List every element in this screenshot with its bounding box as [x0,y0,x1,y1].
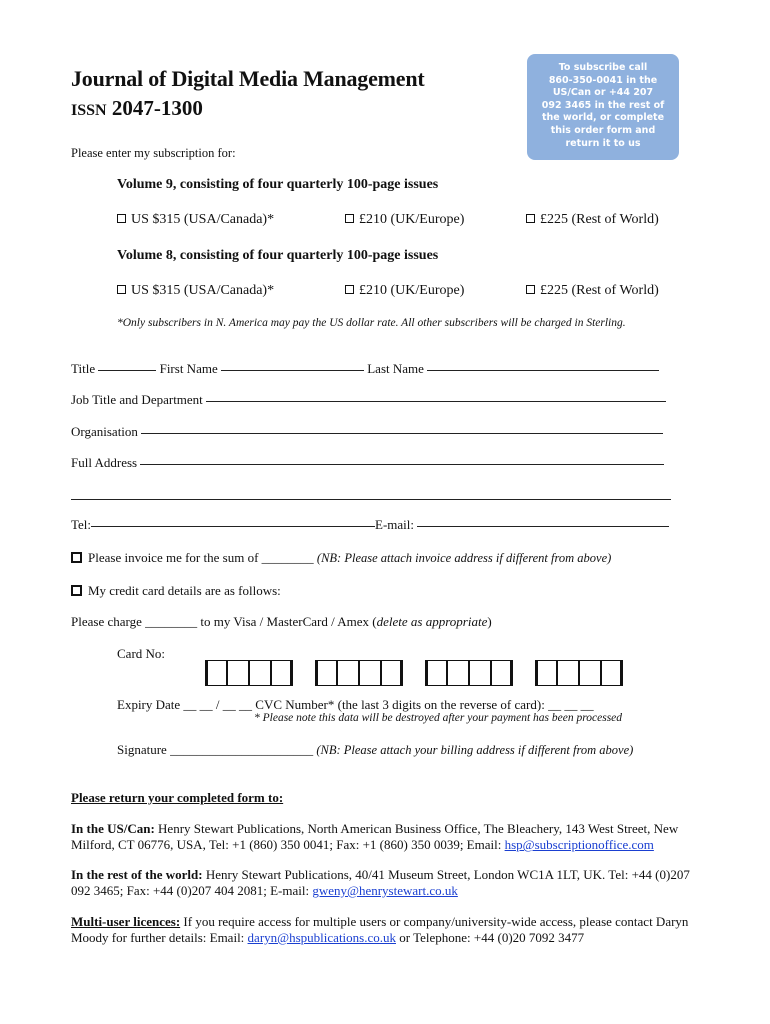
option-label: US $315 (USA/Canada)* [131,212,275,227]
option-label: £225 (Rest of World) [540,212,659,227]
multi-user [71,914,711,946]
card-digit-box[interactable] [227,660,249,686]
v8-row-option[interactable] [526,283,659,299]
journal-title: Journal of Digital Media Management [71,66,425,91]
us-text: Henry Stewart Publications, North American Business Office, The Bleachery, 143 West Street, New Milford, CT 06776, USA, Tel: +1 (860) 350 0041; Fax: +1 (860) 350 0039; Email: [71,821,679,852]
us-label: In the US/Can: [71,821,155,836]
checkbox[interactable] [345,214,354,223]
organisation-field[interactable] [141,432,663,434]
subscribe-callout [527,54,679,160]
volume-9-heading: Volume 9, consisting of four quarterly 100-page issues [117,177,439,192]
data-destroyed-note: * Please note this data will be destroyed after your payment has been processed [254,712,623,724]
callout-line: To subscribe call [558,62,648,73]
card-digit-box[interactable] [447,660,469,686]
card-digit-group [315,660,403,687]
card-digit-box[interactable] [491,660,513,686]
charge-prefix: Please charge ________ to my Visa / MasterCard / Amex ( [71,614,377,629]
card-digit-group [535,660,623,687]
us-email-link[interactable]: hsp@subscriptionoffice.com [504,837,654,852]
row-text: Henry Stewart Publications, 40/41 Museum Street, London WC1A 1LT, UK. Tel: +44 (0)207 092 3465; Fax: +44 (0)207 404 2081; E-mail: [71,867,690,898]
row-email-link[interactable]: gweny@henrystewart.co.uk [312,883,458,898]
name-row [71,361,671,377]
last-name-field[interactable] [427,369,659,371]
issn-label: ISSN [71,102,107,119]
checkbox[interactable] [117,285,126,294]
charge-row [71,614,492,630]
card-digit-group [425,660,513,687]
full-address-field[interactable] [140,463,664,465]
v9-row-option[interactable] [526,212,659,228]
signature-field[interactable]: Signature ______________________ [117,742,314,757]
row-label: In the rest of the world: [71,867,203,882]
charge-italic: delete as appropriate [376,614,488,629]
full-address-label: Full Address [71,455,138,470]
organisation-label: Organisation [71,424,138,439]
checkbox[interactable] [526,214,535,223]
intro-text: Please enter my subscription for: [71,146,236,160]
card-digit-box[interactable] [601,660,623,686]
card-digit-box[interactable] [205,660,227,686]
checkbox[interactable] [345,285,354,294]
v9-usd-option[interactable] [117,212,274,228]
card-digit-group [205,660,293,687]
charge-suffix: ) [487,614,492,629]
us-address [71,821,711,853]
tel-label: Tel: [71,517,92,532]
card-digit-box[interactable] [337,660,359,686]
credit-card-label: My credit card details are as follows: [88,583,281,598]
signature-row [117,742,633,758]
card-digit-box[interactable] [579,660,601,686]
organisation-row [71,424,663,440]
first-name-label: First Name [159,361,218,376]
issn-number: 2047-1300 [111,96,203,120]
signature-note: (NB: Please attach your billing address if different from above) [316,743,634,757]
multi-text: If you require access for multiple users or company/university-wide access, please contact Daryn Moody for further details: Email: [71,914,689,945]
invoice-option[interactable] [71,550,611,566]
card-digit-box[interactable] [535,660,557,686]
v9-uk-option[interactable] [345,212,464,228]
invoice-label: Please invoice me for the sum of ________ [88,550,314,565]
expiry-cvc-row[interactable]: Expiry Date __ __ / __ __ CVC Number* (the last 3 digits on the reverse of card): __ __ __ [117,697,594,712]
card-digit-box[interactable] [381,660,403,686]
multi-label: Multi-user licences: [71,914,181,929]
callout-line: US/Can or +44 207 [552,87,654,99]
dollar-rate-note: *Only subscribers in N. America may pay the US dollar rate. All other subscribers will be charged in Sterling. [117,317,626,329]
address-row [71,455,664,471]
callout-line: 860-350-0041 in the [548,74,658,86]
option-label: US $315 (USA/Canada)* [131,283,275,298]
card-digit-box[interactable] [557,660,579,686]
v8-uk-option[interactable] [345,283,464,299]
contact-row [71,517,669,533]
email-label: E-mail: [375,517,415,532]
callout-line: return it to us [565,137,641,149]
return-heading: Please return your completed form to: [71,790,284,805]
card-digit-box[interactable] [359,660,381,686]
v8-usd-option[interactable] [117,283,274,299]
volume-8-heading: Volume 8, consisting of four quarterly 100-page issues [117,248,439,263]
job-row [71,392,666,408]
checkbox[interactable] [117,214,126,223]
issn [71,96,203,121]
option-label: £210 (UK/Europe) [359,212,465,227]
card-no-label: Card No: [117,646,166,661]
card-digit-box[interactable] [271,660,293,686]
title-label: Title [71,361,96,376]
multi-email-link[interactable]: daryn@hspublications.co.uk [247,930,396,945]
card-digit-box[interactable] [469,660,491,686]
card-digit-box[interactable] [425,660,447,686]
row-address [71,867,711,899]
credit-card-checkbox[interactable] [71,585,82,596]
checkbox[interactable] [526,285,535,294]
option-label: £210 (UK/Europe) [359,283,465,298]
first-name-field[interactable] [221,369,364,371]
multi-tail: or Telephone: +44 (0)20 7092 3477 [396,930,585,945]
card-digit-box[interactable] [249,660,271,686]
invoice-checkbox[interactable] [71,552,82,563]
email-field[interactable] [417,525,669,527]
callout-line: the world, or complete [541,112,665,124]
last-name-label: Last Name [367,361,424,376]
callout-line: this order form and [550,124,656,136]
job-title-label: Job Title and Department [71,392,203,407]
credit-card-option[interactable] [71,583,281,599]
address-line-2[interactable] [71,498,671,500]
job-title-field[interactable] [206,400,666,402]
invoice-note: (NB: Please attach invoice address if different from above) [316,551,612,565]
callout-line: 092 3465 in the rest of [541,99,665,111]
card-digit-box[interactable] [315,660,337,686]
option-label: £225 (Rest of World) [540,283,659,298]
tel-field[interactable] [91,525,375,527]
title-field[interactable] [98,369,156,371]
